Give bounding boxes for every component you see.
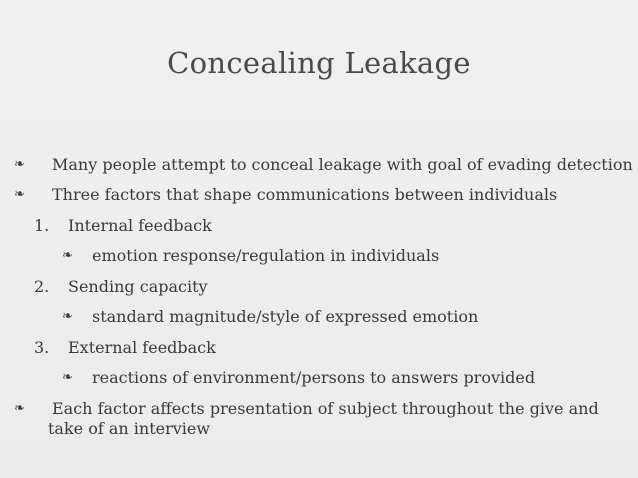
bullet-icon: ❧ [62, 309, 73, 324]
bullet-icon: ❧ [62, 370, 73, 385]
bullet-icon: ❧ [14, 187, 25, 202]
list-number: 3. [34, 338, 50, 357]
bullet-icon: ❧ [62, 248, 73, 263]
list-number: 1. [34, 216, 50, 235]
list-item: Each factor affects presentation of subject throughout the give and take of an interview [48, 399, 599, 438]
list-item: External feedback [68, 338, 216, 357]
slide-title: Concealing Leakage [167, 46, 471, 80]
list-item: Three factors that shape communications between individuals [52, 185, 558, 204]
list-item: Internal feedback [68, 216, 212, 235]
bullet-icon: ❧ [14, 401, 25, 416]
list-item: emotion response/regulation in individuals [92, 246, 440, 265]
list-item: Sending capacity [68, 277, 208, 296]
list-item: standard magnitude/style of expressed emotion [92, 307, 479, 326]
list-number: 2. [34, 277, 50, 296]
list-item: reactions of environment/persons to answers provided [92, 368, 536, 387]
list-item: Many people attempt to conceal leakage with goal of evading detection [52, 155, 633, 174]
bullet-icon: ❧ [14, 157, 25, 172]
